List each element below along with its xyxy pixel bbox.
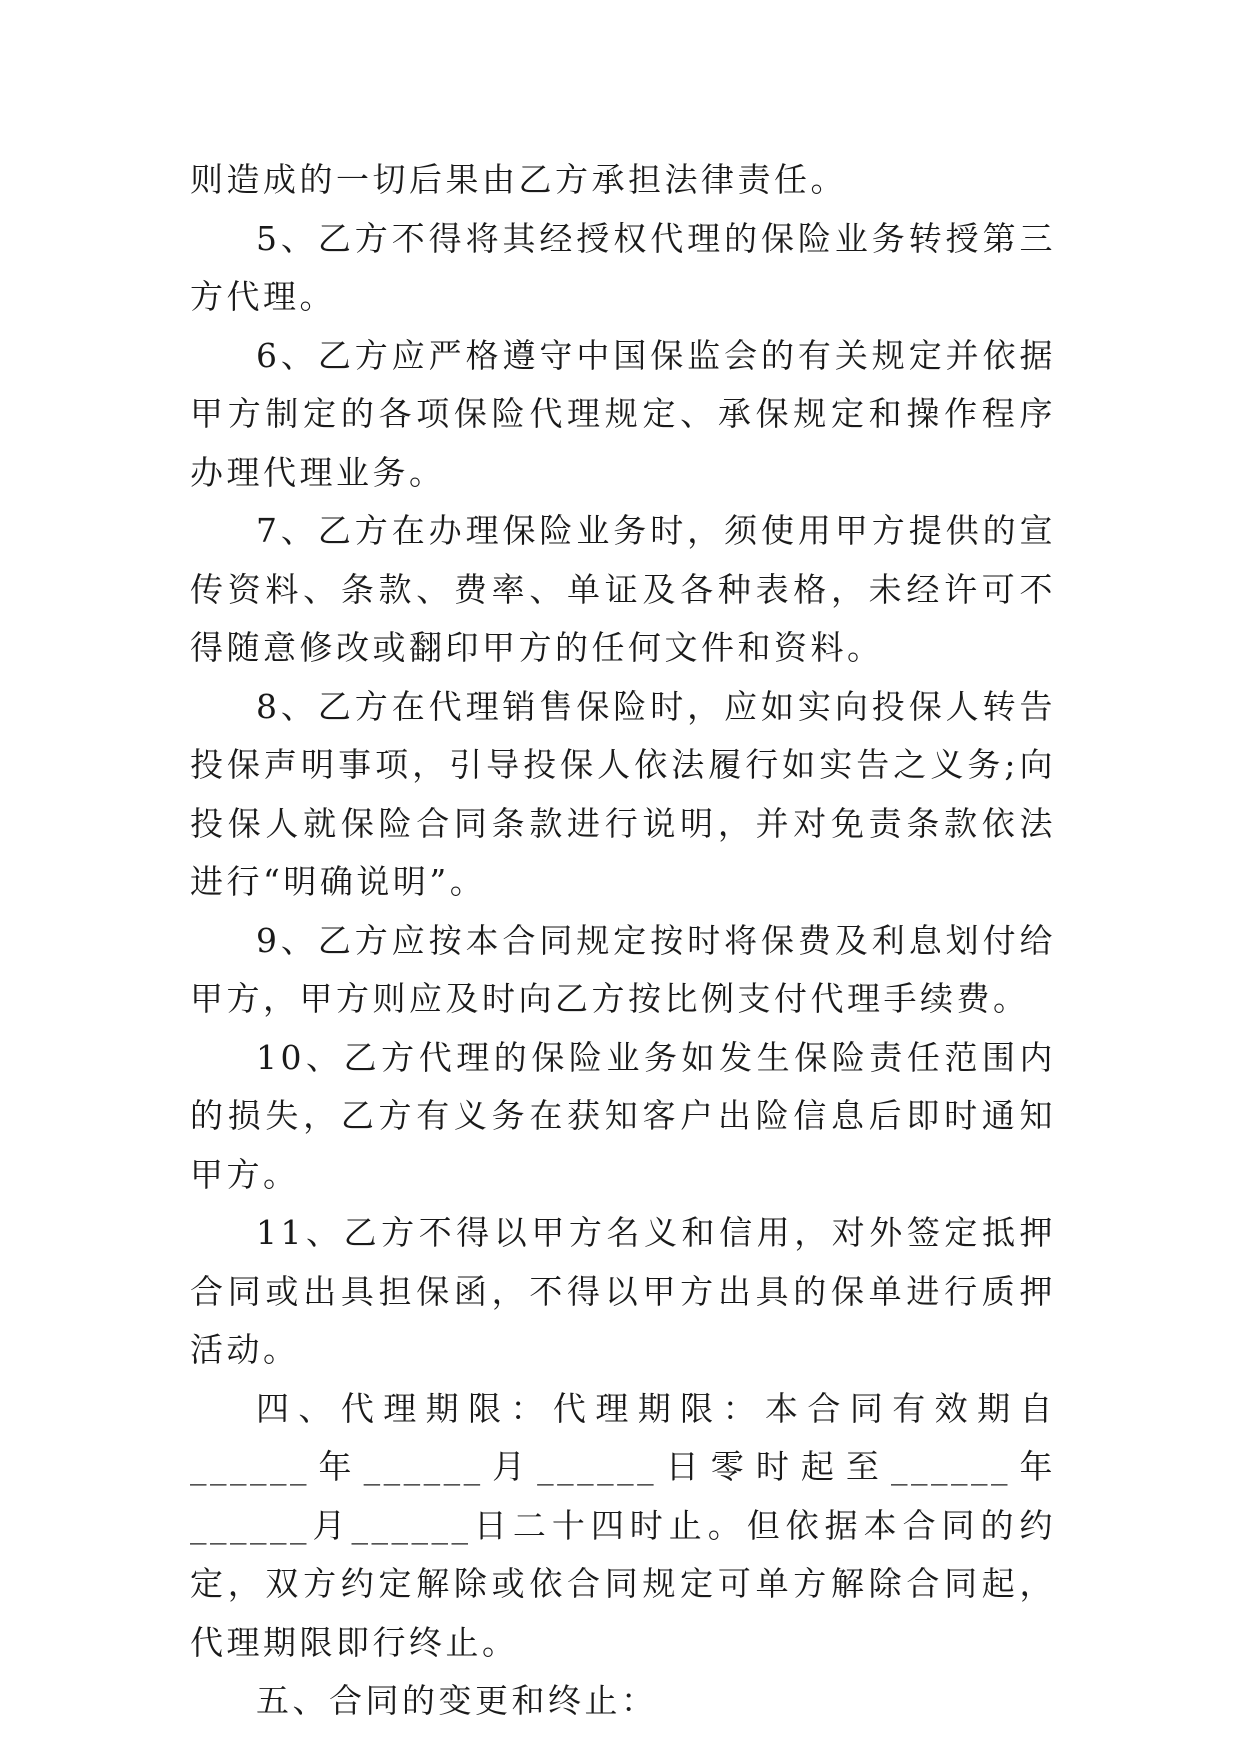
contract-body bbox=[190, 151, 1056, 1731]
section-5-heading: 五、合同的变更和终止： bbox=[256, 1681, 658, 1720]
clause-7: 7、乙方在办理保险业务时，须使用甲方提供的宣传资料、条款、费率、单证及各种表格，未经许可不得随意修改或翻印甲方的任何文件和资料。 bbox=[190, 511, 1056, 667]
clause-6: 6、乙方应严格遵守中国保监会的有关规定并依据甲方制定的各项保险代理规定、承保规定和操作程序办理代理业务。 bbox=[190, 335, 1056, 492]
clause-11: 11、乙方不得以甲方名义和信用，对外签定抵押合同或出具担保函，不得以甲方出具的保单进行质押活动。 bbox=[190, 1213, 1056, 1369]
clause-9: 9、乙方应按本合同规定按时将保费及利息划付给甲方，甲方则应及时向乙方按比例支付代理手续费。 bbox=[190, 920, 1056, 1018]
section-4-agency-term: 四、代理期限：代理期限：本合同有效期自______年______月______日零时起至______年______月______日二十四时止。但依据本合同的约定，双方约定解除或依合同规定可单方解除合同起，代理期限即行终止。 bbox=[190, 1388, 1056, 1662]
clause-8: 8、乙方在代理销售保险时，应如实向投保人转告投保声明事项，引导投保人依法履行如实告之义务;向投保人就保险合同条款进行说明，并对免责条款依法进行“明确说明”。 bbox=[190, 686, 1056, 901]
paragraph-continuation: 则造成的一切后果由乙方承担法律责任。 bbox=[190, 160, 847, 199]
clause-10: 10、乙方代理的保险业务如发生保险责任范围内的损失，乙方有义务在获知客户出险信息后即时通知甲方。 bbox=[190, 1037, 1056, 1194]
clause-5: 5、乙方不得将其经授权代理的保险业务转授第三方代理。 bbox=[190, 218, 1056, 316]
